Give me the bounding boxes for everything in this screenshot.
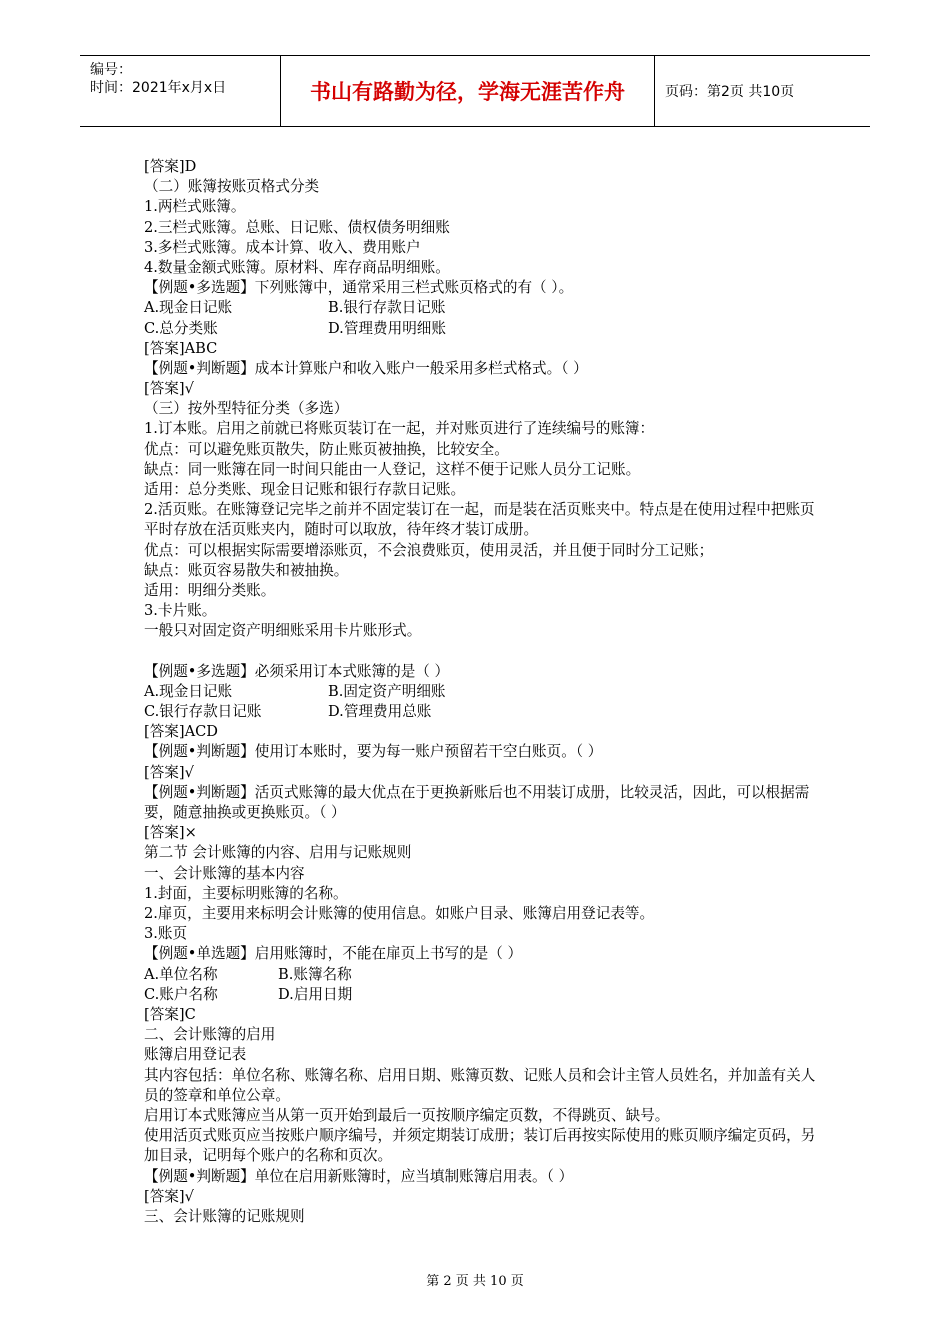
list-item: 1.两栏式账簿。 <box>144 198 246 216</box>
answer-line: [答案]D <box>144 158 197 175</box>
text-line: 一般只对固定资产明细账采用卡片账形式。 <box>144 622 422 640</box>
list-item: 2.三栏式账簿。总账、日记账、债权债务明细账 <box>144 218 450 236</box>
text-line: 缺点：同一账簿在同一时间只能由一人登记，这样不便于记账人员分工记账。 <box>144 460 641 478</box>
option-a: A.现金日记账 <box>144 682 233 700</box>
option-b: B.固定资产明细账 <box>328 682 446 700</box>
text-line: 使用活页式账页应当按账户顺序编号，并须定期装订成册；装订后再按实际使用的账页顺序编定页码，另加目录，记明每个账户的名称和页次。 <box>144 1127 816 1165</box>
question-line: 【例题•单选题】启用账簿时，不能在扉页上书写的是（ ） <box>144 945 523 963</box>
section-heading: 三、会计账簿的记账规则 <box>144 1207 305 1225</box>
list-item: 3.多栏式账簿。成本计算、收入、费用账户 <box>144 238 421 256</box>
list-item: 3.账页 <box>144 925 188 943</box>
text-line: 优点：可以根据实际需要增添账页，不会浪费账页，使用灵活，并且便于同时分工记账； <box>144 541 714 559</box>
options-row <box>144 682 824 702</box>
answer-line: [答案]ABC <box>144 339 218 357</box>
options-row <box>144 298 824 318</box>
option-b: B.银行存款日记账 <box>328 299 446 317</box>
options-row <box>144 965 824 985</box>
option-d: D.管理费用明细账 <box>328 319 446 337</box>
blank-line <box>144 642 824 662</box>
header-meta <box>80 56 280 126</box>
option-c: C.银行存款日记账 <box>144 703 262 721</box>
section-heading: （二）账簿按账页格式分类 <box>144 178 320 196</box>
question-line: 【例题•判断题】单位在启用新账簿时，应当填制账簿启用表。（ ） <box>144 1167 574 1185</box>
answer-line: [答案]√ <box>144 763 194 781</box>
page-header <box>80 55 870 127</box>
option-c: C.账户名称 <box>144 985 218 1003</box>
list-item: 2.扉页，主要用来标明会计账簿的使用信息。如账户目录、账簿启用登记表等。 <box>144 905 655 922</box>
list-item: 3.卡片账。 <box>144 602 217 620</box>
text-line: 优点：可以避免账页散失，防止账页被抽换，比较安全。 <box>144 440 509 458</box>
answer-line: [答案]ACD <box>144 723 218 741</box>
document-body <box>144 157 824 1227</box>
options-row <box>144 985 824 1005</box>
text-line: 其内容包括：单位名称、账簿名称、启用日期、账簿页数、记账人员和会计主管人员姓名，并加盖有关人员的签章和单位公章。 <box>144 1066 816 1104</box>
question-line: 【例题•多选题】下列账簿中，通常采用三栏式账页格式的有（ ）。 <box>144 279 574 297</box>
question-line: 【例题•判断题】成本计算账户和收入账户一般采用多栏式格式。（ ） <box>144 359 588 377</box>
answer-line: [答案]√ <box>144 380 194 398</box>
question-line: 【例题•判断题】活页式账簿的最大优点在于更换新账后也不用装订成册，比较灵活，因此，可以根据需要，随意抽换或更换账页。（ ） <box>144 783 810 822</box>
header-page-label: 页码：第2页 共10页 <box>665 84 795 100</box>
list-item: 2.活页账。在账簿登记完毕之前并不固定装订在一起，而是装在活页账夹中。特点是在使用过程中把账页平时存放在活页账夹内，随时可以取放，待年终才装订成册。 <box>144 501 815 539</box>
option-d: D.启用日期 <box>278 985 353 1003</box>
section-heading: 一、会计账簿的基本内容 <box>144 864 305 882</box>
text-line: 启用订本式账簿应当从第一页开始到最后一页按顺序编定页数，不得跳页、缺号。 <box>144 1106 670 1124</box>
document-number-label: 编号： <box>90 62 132 78</box>
option-c: C.总分类账 <box>144 319 218 337</box>
text-line: 账簿启用登记表 <box>144 1046 247 1064</box>
option-a: A.单位名称 <box>144 965 218 983</box>
option-d: D.管理费用总账 <box>328 703 432 721</box>
answer-line: [答案]√ <box>144 1187 194 1205</box>
section-heading: （三）按外型特征分类（多选） <box>144 400 349 418</box>
options-row <box>144 319 824 339</box>
options-row <box>144 702 824 722</box>
list-item: 1.订本账。启用之前就已将账页装订在一起，并对账页进行了连续编号的账簿： <box>144 420 655 438</box>
question-line: 【例题•判断题】使用订本账时，要为每一账户预留若干空白账页。（ ） <box>144 743 603 761</box>
section-heading: 二、会计账簿的启用 <box>144 1026 276 1044</box>
question-line: 【例题•多选题】必须采用订本式账簿的是（ ） <box>144 662 450 680</box>
answer-line: [答案]× <box>144 824 197 842</box>
text-line: 适用：明细分类账。 <box>144 581 276 599</box>
option-a: A.现金日记账 <box>144 299 233 317</box>
document-time-label: 时间：2021年x月x日 <box>90 80 227 96</box>
chapter-heading: 第二节 会计账簿的内容、启用与记账规则 <box>144 844 412 862</box>
header-motto: 书山有路勤为径，学海无涯苦作舟 <box>280 56 655 126</box>
list-item: 4.数量金额式账簿。原材料、库存商品明细账。 <box>144 258 450 276</box>
list-item: 1.封面，主要标明账簿的名称。 <box>144 884 348 902</box>
option-b: B.账簿名称 <box>278 965 352 983</box>
page-footer: 第 2 页 共 10 页 <box>426 1274 524 1289</box>
text-line: 适用：总分类账、现金日记账和银行存款日记账。 <box>144 481 466 498</box>
text-line: 缺点：账页容易散失和被抽换。 <box>144 561 349 579</box>
answer-line: [答案]C <box>144 1005 196 1023</box>
